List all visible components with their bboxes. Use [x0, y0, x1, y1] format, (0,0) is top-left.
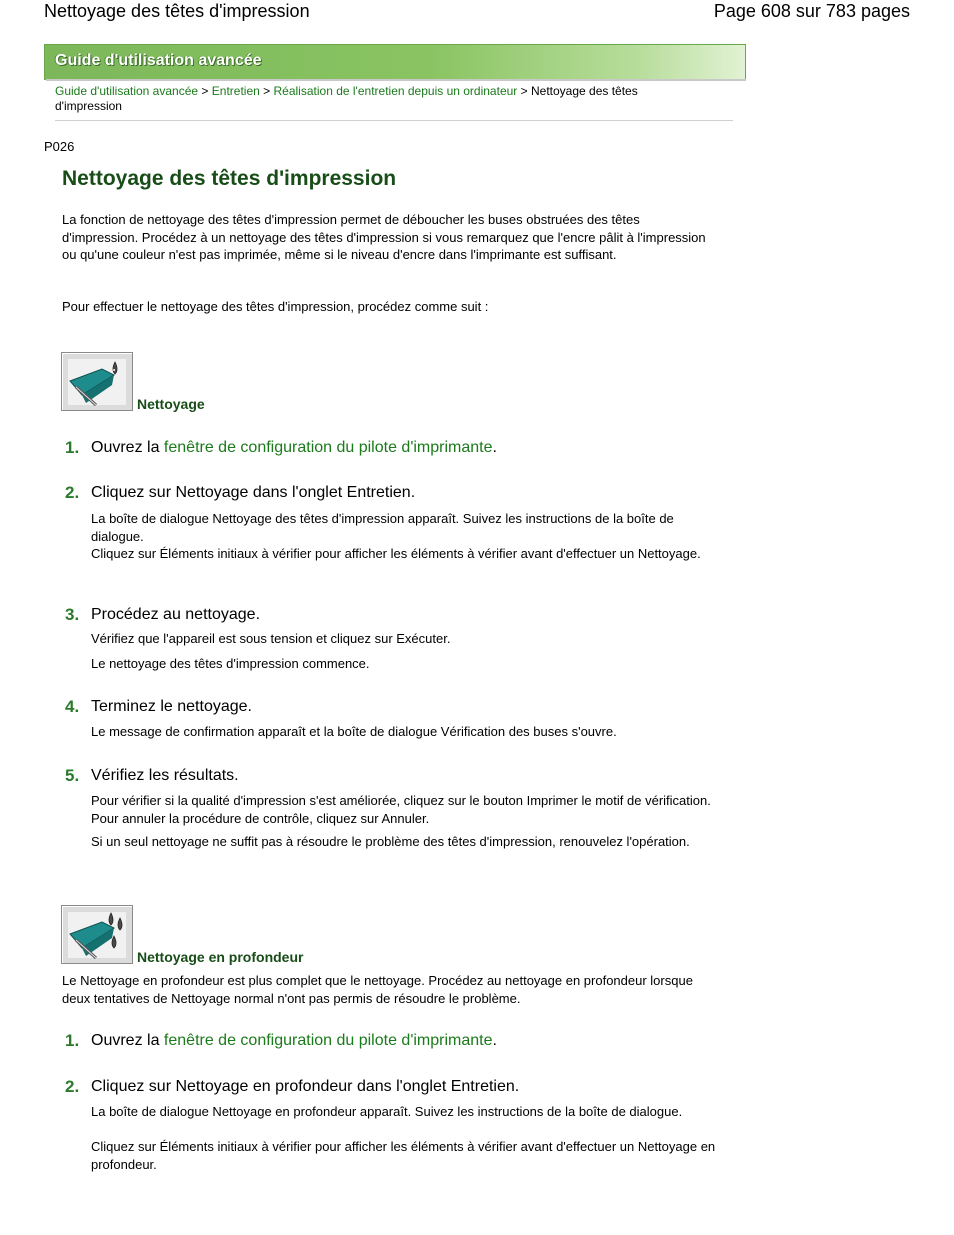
step-number: 1. [65, 1031, 80, 1050]
section-label-cleaning: Nettoyage [137, 396, 205, 412]
step-title [91, 1032, 497, 1050]
printer-driver-setup-link[interactable]: fenêtre de configuration du pilote d'imprimante [163, 439, 493, 456]
banner-title: Guide d'utilisation avancée [55, 52, 262, 69]
breadcrumb-link-realisation[interactable]: Réalisation de l'entretien depuis un ordinateur [273, 84, 518, 98]
printer-driver-setup-link[interactable]: fenêtre de configuration du pilote d'imprimante [163, 1032, 493, 1049]
step-title: Terminez le nettoyage. [91, 698, 252, 715]
step-title-end: . [492, 1032, 497, 1049]
page-title: Nettoyage des têtes d'impression [62, 167, 397, 190]
step-description: Cliquez sur Éléments initiaux à vérifier pour afficher les éléments à vérifier avant d'effectuer un Nettoyage. [91, 546, 701, 561]
deep-cleaning-intro: Le Nettoyage en profondeur est plus complet que le nettoyage. Procédez au nettoyage en profondeur lorsque deux tentatives de Nettoyage normal n'ont pas permis de résoudre le problème. [62, 973, 693, 1006]
step-description: La boîte de dialogue Nettoyage en profondeur apparaît. Suivez les instructions de la boîte de dialogue. [91, 1104, 683, 1119]
step-title: Cliquez sur Nettoyage en profondeur dans l'onglet Entretien. [91, 1078, 520, 1095]
step-title-text: Ouvrez la [91, 439, 164, 456]
breadcrumb [55, 84, 675, 114]
section-label-deep-cleaning: Nettoyage en profondeur [137, 949, 304, 965]
step-description: Cliquez sur Éléments initiaux à vérifier pour afficher les éléments à vérifier avant d'effectuer un Nettoyage en profondeur. [91, 1139, 716, 1172]
step-description: Le nettoyage des têtes d'impression commence. [91, 656, 370, 671]
banner-shadow [46, 79, 746, 81]
doc-code: P026 [44, 139, 75, 154]
step-description: La boîte de dialogue Nettoyage des têtes d'impression apparaît. Suivez les instructions de la boîte de dialogue. [91, 511, 674, 544]
cleaning-icon [61, 352, 133, 411]
step-description: Si un seul nettoyage ne suffit pas à résoudre le problème des têtes d'impression, renouvelez l'opération. [91, 834, 690, 849]
step-description: Pour vérifier si la qualité d'impression s'est améliorée, cliquez sur le bouton Imprimer le motif de vérification. Pour annuler la procédure de contrôle, cliquez sur Annuler. [91, 793, 711, 826]
breadcrumb-separator: > [201, 84, 209, 98]
step-title: Procédez au nettoyage. [91, 606, 261, 623]
step-title [91, 439, 497, 457]
breadcrumb-separator: > [263, 84, 271, 98]
step-number: 1. [65, 438, 80, 457]
page-header [44, 0, 910, 26]
intro-paragraph: La fonction de nettoyage des têtes d'impression permet de déboucher les buses obstruées des têtes d'impression. Procédez à un nettoyage des têtes d'impression si vous remarquez que l'encre pâlit à l'impression ou qu'une couleur n'est pas imprimée, même si le niveau d'encre dans l'imprimante est suffisant. [62, 212, 706, 263]
step-number: 5. [65, 766, 80, 785]
step-number: 2. [65, 1077, 80, 1096]
step-description: Vérifiez que l'appareil est sous tension et cliquez sur Exécuter. [91, 631, 451, 646]
divider [55, 120, 733, 121]
step-number: 3. [65, 605, 80, 624]
intro-instruction: Pour effectuer le nettoyage des têtes d'impression, procédez comme suit : [62, 299, 489, 314]
breadcrumb-current: Nettoyage des têtes d'impression [55, 84, 638, 113]
page-number: Page 608 sur 783 pages [713, 1, 910, 21]
step-number: 2. [65, 483, 80, 502]
step-title-end: . [492, 439, 497, 456]
step-number: 4. [65, 697, 80, 716]
step-title-text: Ouvrez la [91, 1032, 164, 1049]
deep-cleaning-icon [61, 905, 133, 964]
guide-banner [44, 44, 746, 80]
step-title: Vérifiez les résultats. [91, 767, 239, 784]
breadcrumb-link-guide[interactable]: Guide d'utilisation avancée [55, 84, 199, 98]
step-description: Le message de confirmation apparaît et la boîte de dialogue Vérification des buses s'ouvre. [91, 724, 617, 739]
breadcrumb-link-entretien[interactable]: Entretien [211, 84, 260, 98]
breadcrumb-separator: > [520, 84, 528, 98]
document-title: Nettoyage des têtes d'impression [44, 1, 310, 21]
step-title: Cliquez sur Nettoyage dans l'onglet Entretien. [91, 484, 416, 501]
